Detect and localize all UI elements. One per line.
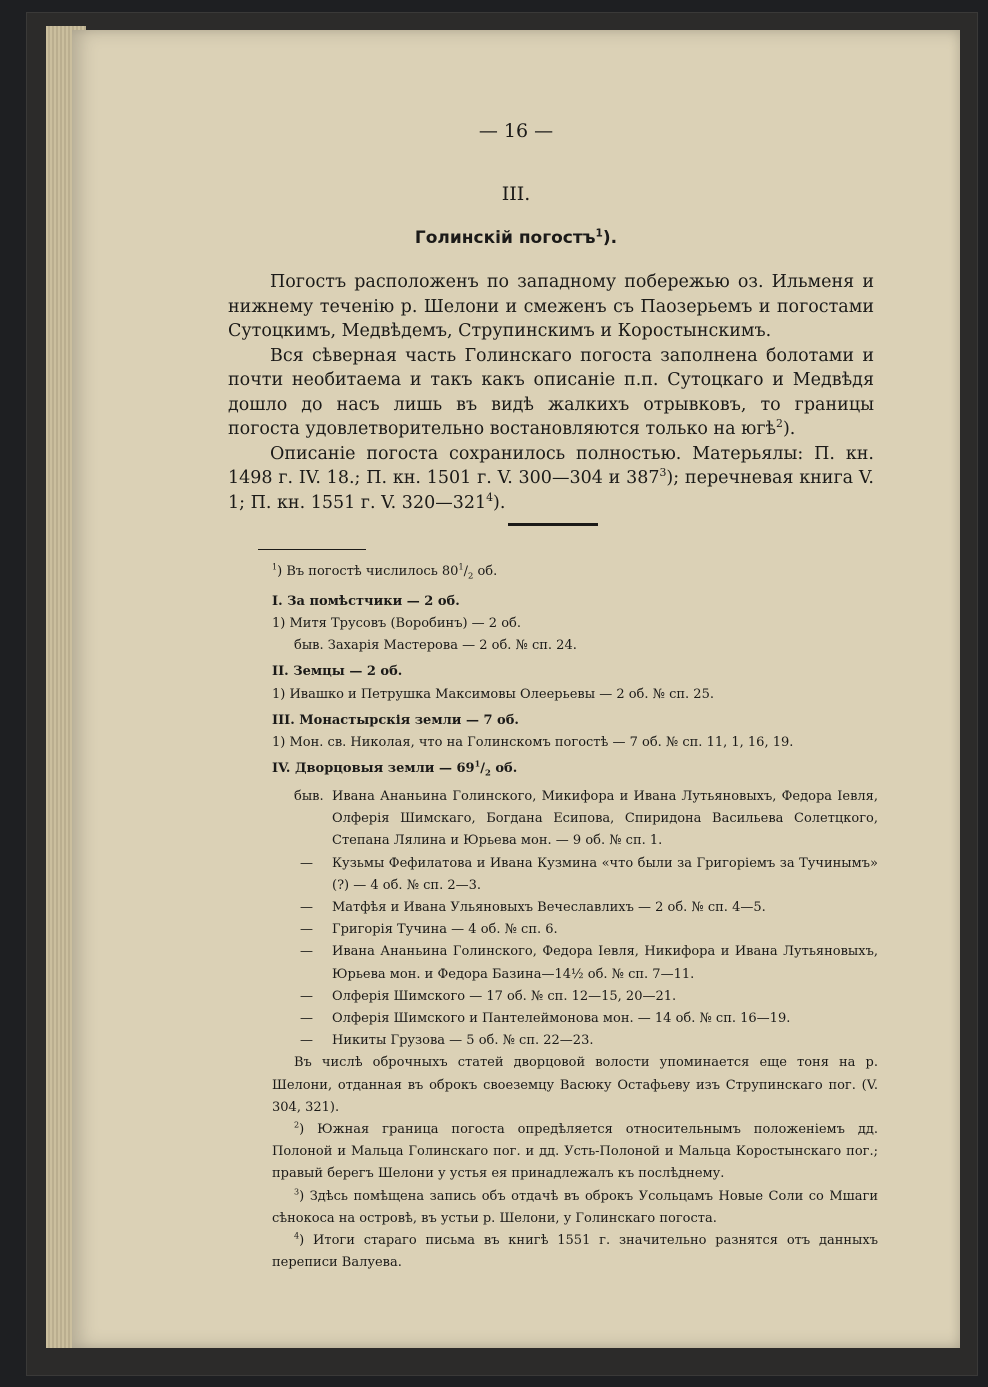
paragraph-3: Описаніе погоста сохранилось полностью. Матерьялы: П. кн. 1498 г. IV. 18.; П. кн. 1501 г. V. 300—304 и $387^3$); перечневая книга V. 1; П. кн. 1551 г. V. $320—321^4$). — [228, 443, 874, 513]
page-number: — 16 — — [478, 120, 554, 142]
list-item: — Матфѣя и Ивана Ульяновыхъ Вечеславлихъ — 2 об. № сп. 4—5. — [300, 900, 766, 916]
list-item: 1) Мон. св. Николая, что на Голинскомъ погостѣ — 7 об. № сп. 11, 1, 16, 19. — [272, 735, 794, 751]
list-item: быв. Ивана Ананьина Голинского, Микифора и Ивана Лутьяновыхъ, Федора Іевля, Олферія Шимскаго, Богдана Есипова, Спиридона Васильева Солетцкого, Степана Лялина и Юрьева мон. — 9 об. № сп. 1. — [294, 789, 878, 849]
list-item: 1) Ивашко и Петрушка Максимовы Олеерьевы — 2 об. № сп. 25. — [272, 686, 714, 702]
list-item: 1) Митя Трусовъ (Воробинъ) — 2 об. — [272, 616, 521, 631]
footnotes — [272, 561, 878, 1274]
group-heading-4: IV. Дворцовыя земли — $69^1/_2$ об. — [272, 758, 518, 778]
group-heading-1: I. За помѣстчики — 2 об. — [272, 593, 460, 609]
list-item: — Ивана Ананьина Голинского, Федора Іевля, Никифора и Ивана Лутьяновыхъ, Юрьева мон. и Федора Базина—14½ об. № сп. 7—11. — [300, 944, 878, 982]
list-item: — Олферія Шимского и Пантелеймонова мон. — 14 об. № сп. 16—19. — [300, 1011, 791, 1027]
footnote-3: $^3$) Здѣсь помѣщена запись объ отдачѣ въ оброкъ Усольцамъ Новые Соли со Мшаги сѣнокоса на островѣ, въ устьи р. Шелони, у Голинскаго погоста. — [272, 1187, 878, 1226]
book-page — [72, 30, 960, 1348]
footnote-ref: 3 — [659, 466, 667, 480]
footnote-ref: 1 — [595, 227, 603, 240]
list-item: — Олферія Шимского — 17 об. № сп. 12—15, 20—21. — [300, 988, 677, 1004]
paragraph-1: Погостъ расположенъ по западному побережью оз. Ильменя и нижнему теченію р. Шелони и смеженъ съ Паозерьемъ и погостами Сутоцкимъ, Медвѣдемъ, Струпинскимъ и Коростынскимъ. — [228, 272, 874, 341]
footnote-ref: 4 — [486, 490, 494, 504]
footnote-2: $^2$) Южная граница погоста опредѣляется относительнымъ положеніемъ дд. Полоной и Мальца Голинскаго пог. и дд. Усть-Полоной и Мальца Коростынскаго пог.; правый берегъ Шелони у устья ея принадлежалъ къ послѣднему. — [272, 1120, 878, 1182]
main-text — [228, 270, 874, 515]
section-number: III. — [501, 183, 531, 205]
list-item: — Григорія Тучина — 4 об. № сп. 6. — [300, 922, 558, 938]
group-heading-3: III. Монастырскія земли — 7 об. — [272, 712, 519, 728]
footnote-rule — [258, 549, 366, 550]
list-item: — Кузьмы Фефилатова и Ивана Кузмина «что были за Григоріемъ за Тучинымъ» (?) — 4 об. № сп. 2—3. — [300, 855, 878, 893]
list-item: быв. Захарія Мастерова — 2 об. № сп. 24. — [294, 638, 577, 654]
chapter-heading: Голинскій погостъ$^1$). — [414, 227, 618, 248]
list-item: — Никиты Грузова — 5 об. № сп. 22—23. — [300, 1033, 594, 1049]
footnote-4: $^4$) Итоги стараго письма въ книгѣ 1551 г. значительно разнятся отъ данныхъ переписи Валуева. — [272, 1231, 878, 1271]
obrok-note: Въ числѣ оброчныхъ статей дворцовой волости упоминается еще тоня на р. Шелони, отданная въ оброкъ своеземцу Васюку Остафьеву изъ Струпинскаго пог. (V. 304, 321). — [272, 1055, 878, 1115]
section-rule — [508, 523, 598, 526]
footnote-1: $^1$) Въ погостѣ числилось $80^1/_2$ об. — [272, 562, 498, 581]
group-heading-2: II. Земцы — 2 об. — [272, 664, 403, 680]
footnote-ref: 2 — [776, 417, 783, 431]
paragraph-2: Вся сѣверная часть Голинскаго погоста заполнена болотами и почти необитаема и такъ какъ описаніе п.п. Сутоцкаго и Медвѣдя дошло до насъ лишь въ видѣ жалкихъ отрывковъ, то границы погоста удовлетворительно востановляются только на югѣ$^2$). — [228, 345, 874, 439]
